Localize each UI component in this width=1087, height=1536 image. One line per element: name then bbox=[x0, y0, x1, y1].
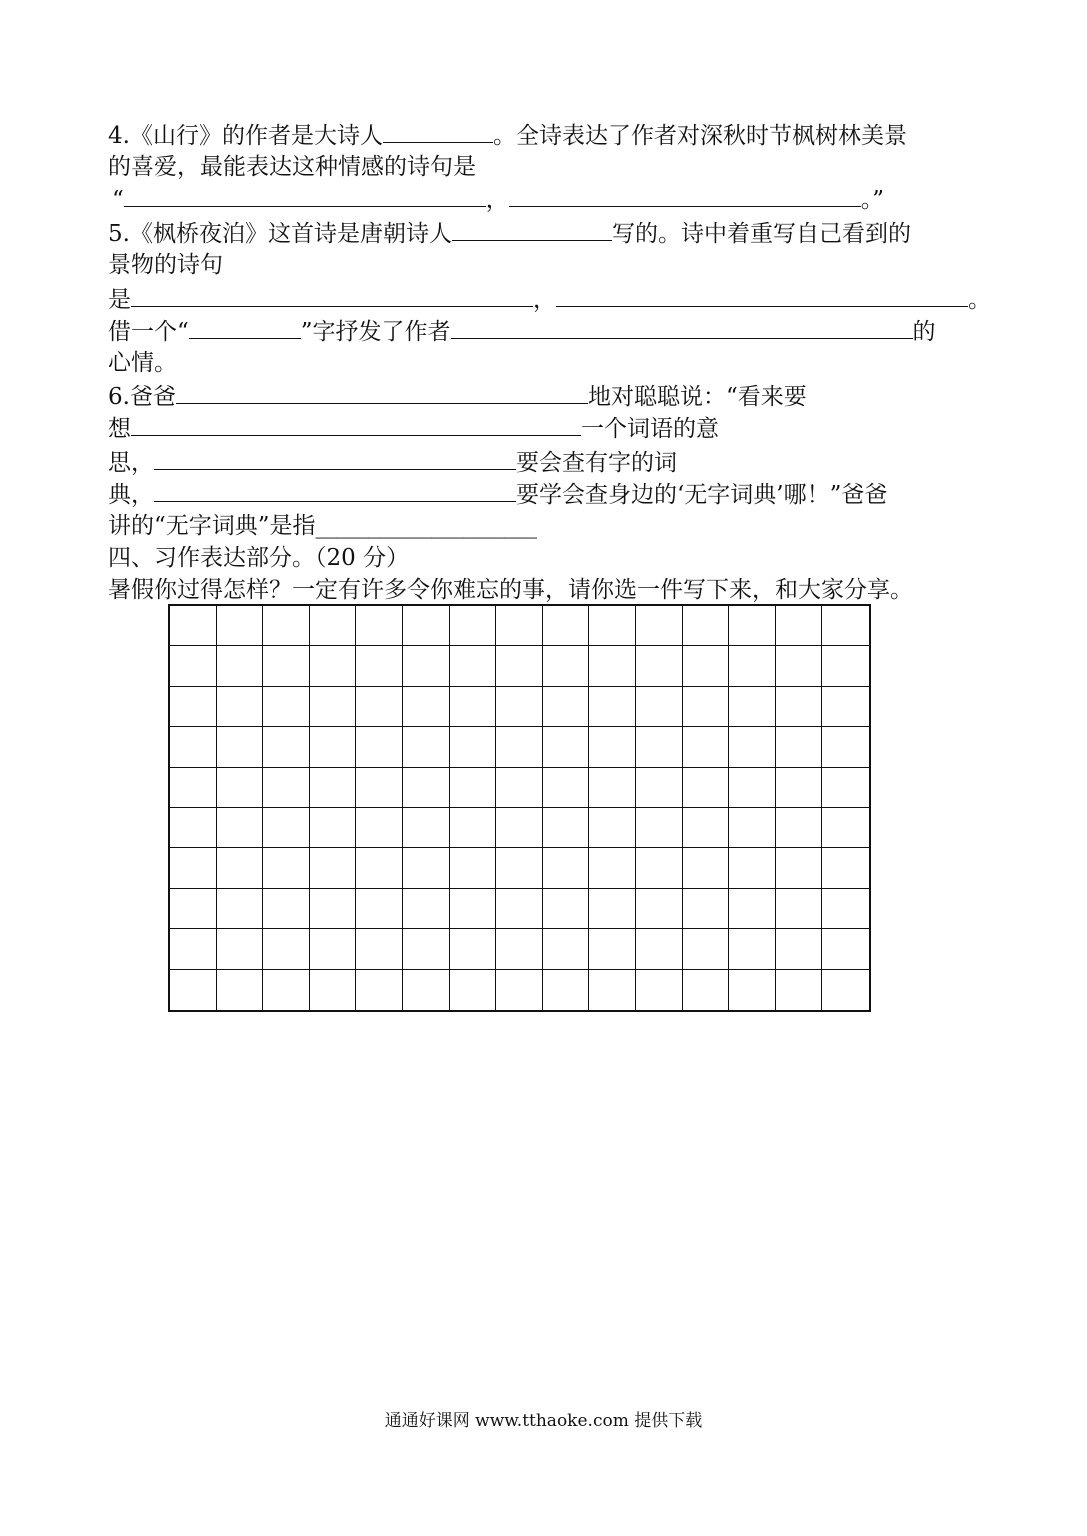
grid-cell[interactable] bbox=[403, 929, 450, 969]
q4-text: 4.《山行》的作者是大诗人 bbox=[108, 123, 383, 149]
grid-cell[interactable] bbox=[822, 889, 869, 929]
q5-mood-blank[interactable] bbox=[451, 316, 913, 339]
grid-cell[interactable] bbox=[636, 646, 683, 686]
grid-cell[interactable] bbox=[170, 768, 217, 808]
grid-cell[interactable] bbox=[263, 768, 310, 808]
grid-cell[interactable] bbox=[496, 646, 543, 686]
grid-cell[interactable] bbox=[356, 646, 403, 686]
grid-cell[interactable] bbox=[729, 646, 776, 686]
q5-char-blank[interactable] bbox=[189, 316, 301, 339]
essay-writing-grid[interactable] bbox=[168, 604, 871, 1012]
grid-cell[interactable] bbox=[543, 768, 590, 808]
comma: ， bbox=[533, 287, 556, 313]
grid-cell[interactable] bbox=[729, 929, 776, 969]
grid-cell[interactable] bbox=[589, 929, 636, 969]
grid-cell[interactable] bbox=[403, 606, 450, 646]
grid-cell[interactable] bbox=[170, 808, 217, 848]
period: 。 bbox=[968, 287, 991, 313]
grid-cell[interactable] bbox=[356, 687, 403, 727]
grid-cell[interactable] bbox=[496, 687, 543, 727]
grid-cell[interactable] bbox=[636, 889, 683, 929]
q6-blank-1[interactable] bbox=[176, 381, 588, 404]
grid-cell[interactable] bbox=[683, 929, 730, 969]
grid-cell[interactable] bbox=[683, 808, 730, 848]
q6-text: 要会查有字的词 bbox=[516, 450, 677, 476]
q6-text: 典， bbox=[108, 482, 154, 508]
grid-cell[interactable] bbox=[683, 970, 730, 1010]
grid-cell[interactable] bbox=[217, 889, 264, 929]
q6-text: 讲的“无字词典”是指 bbox=[108, 513, 316, 539]
q5-text: ”字抒发了作者 bbox=[300, 319, 451, 345]
grid-cell[interactable] bbox=[589, 970, 636, 1010]
q5-line-2 bbox=[108, 250, 223, 280]
grid-cell[interactable] bbox=[822, 848, 869, 888]
grid-cell[interactable] bbox=[543, 646, 590, 686]
grid-cell[interactable] bbox=[683, 646, 730, 686]
grid-cell[interactable] bbox=[450, 808, 497, 848]
grid-cell[interactable] bbox=[822, 606, 869, 646]
grid-cell[interactable] bbox=[543, 970, 590, 1010]
grid-cell[interactable] bbox=[589, 808, 636, 848]
grid-cell[interactable] bbox=[170, 606, 217, 646]
q4-verse-blank-1[interactable] bbox=[124, 184, 486, 207]
grid-cell[interactable] bbox=[450, 606, 497, 646]
grid-cell[interactable] bbox=[729, 848, 776, 888]
grid-cell[interactable] bbox=[729, 889, 776, 929]
grid-cell[interactable] bbox=[263, 848, 310, 888]
grid-cell[interactable] bbox=[496, 929, 543, 969]
grid-cell[interactable] bbox=[822, 687, 869, 727]
grid-cell[interactable] bbox=[683, 848, 730, 888]
grid-cell[interactable] bbox=[217, 848, 264, 888]
grid-cell[interactable] bbox=[589, 848, 636, 888]
grid-cell[interactable] bbox=[217, 687, 264, 727]
q4-author-blank[interactable] bbox=[383, 120, 493, 143]
q6-text: 一个词语的意 bbox=[581, 416, 719, 442]
grid-cell[interactable] bbox=[450, 848, 497, 888]
grid-cell[interactable] bbox=[543, 808, 590, 848]
q5-text: 心情。 bbox=[108, 350, 177, 376]
grid-cell[interactable] bbox=[543, 929, 590, 969]
q4-text: 的喜爱，最能表达这种情感的诗句是 bbox=[108, 154, 476, 180]
grid-cell[interactable] bbox=[356, 929, 403, 969]
grid-cell[interactable] bbox=[356, 808, 403, 848]
q5-text: 的 bbox=[912, 319, 936, 345]
grid-cell[interactable] bbox=[310, 889, 357, 929]
q6-blank-4[interactable] bbox=[154, 479, 516, 502]
q5-verse-blank-2[interactable] bbox=[556, 284, 968, 307]
grid-cell[interactable] bbox=[729, 606, 776, 646]
grid-cell[interactable] bbox=[589, 889, 636, 929]
grid-cell[interactable] bbox=[729, 808, 776, 848]
q5-line-3 bbox=[108, 284, 991, 315]
section-heading bbox=[108, 543, 409, 573]
q6-line-3 bbox=[108, 447, 677, 478]
grid-cell[interactable] bbox=[496, 606, 543, 646]
grid-cell[interactable] bbox=[729, 768, 776, 808]
quote-mark: 。” bbox=[860, 187, 885, 213]
grid-cell[interactable] bbox=[822, 768, 869, 808]
grid-cell[interactable] bbox=[496, 889, 543, 929]
grid-cell[interactable] bbox=[403, 848, 450, 888]
q6-answer-underscores[interactable]: _____________________ bbox=[315, 513, 537, 539]
quote-mark: “ bbox=[112, 187, 124, 213]
q6-text: 想 bbox=[108, 416, 131, 442]
grid-cell[interactable] bbox=[170, 848, 217, 888]
q5-verse-blank-1[interactable] bbox=[131, 284, 533, 307]
q4-verse-blank-2[interactable] bbox=[509, 184, 861, 207]
grid-cell[interactable] bbox=[589, 646, 636, 686]
grid-cell[interactable] bbox=[636, 929, 683, 969]
q6-line-1 bbox=[108, 381, 807, 412]
grid-cell[interactable] bbox=[170, 646, 217, 686]
grid-cell[interactable] bbox=[683, 727, 730, 767]
q6-line-5 bbox=[108, 511, 536, 541]
grid-cell[interactable] bbox=[496, 970, 543, 1010]
grid-cell[interactable] bbox=[589, 768, 636, 808]
grid-cell[interactable] bbox=[403, 646, 450, 686]
grid-cell[interactable] bbox=[310, 606, 357, 646]
grid-cell[interactable] bbox=[450, 646, 497, 686]
grid-cell[interactable] bbox=[356, 768, 403, 808]
grid-cell[interactable] bbox=[403, 768, 450, 808]
grid-cell[interactable] bbox=[263, 970, 310, 1010]
grid-cell[interactable] bbox=[543, 606, 590, 646]
grid-cell[interactable] bbox=[217, 727, 264, 767]
grid-cell[interactable] bbox=[310, 929, 357, 969]
grid-cell[interactable] bbox=[217, 606, 264, 646]
essay-prompt bbox=[108, 575, 913, 605]
grid-cell[interactable] bbox=[310, 808, 357, 848]
q5-text: 是 bbox=[108, 287, 131, 313]
grid-cell[interactable] bbox=[217, 808, 264, 848]
q5-poet-blank[interactable] bbox=[452, 218, 612, 241]
grid-cell[interactable] bbox=[310, 646, 357, 686]
grid-cell[interactable] bbox=[729, 970, 776, 1010]
grid-cell[interactable] bbox=[310, 970, 357, 1010]
grid-cell[interactable] bbox=[776, 687, 823, 727]
essay-prompt-text: 暑假你过得怎样？一定有许多令你难忘的事，请你选一件写下来，和大家分享。 bbox=[108, 577, 913, 603]
grid-cell[interactable] bbox=[496, 768, 543, 808]
grid-cell[interactable] bbox=[403, 808, 450, 848]
grid-cell[interactable] bbox=[776, 808, 823, 848]
grid-cell[interactable] bbox=[776, 606, 823, 646]
grid-cell[interactable] bbox=[450, 929, 497, 969]
q5-line-1 bbox=[108, 218, 911, 249]
grid-cell[interactable] bbox=[170, 889, 217, 929]
q6-text: 6.爸爸 bbox=[108, 384, 176, 410]
grid-cell[interactable] bbox=[170, 687, 217, 727]
grid-cell[interactable] bbox=[776, 768, 823, 808]
grid-cell[interactable] bbox=[217, 929, 264, 969]
grid-cell[interactable] bbox=[776, 727, 823, 767]
grid-cell[interactable] bbox=[822, 808, 869, 848]
q6-blank-2[interactable] bbox=[131, 413, 581, 436]
grid-cell[interactable] bbox=[356, 727, 403, 767]
q5-line-4 bbox=[108, 316, 936, 347]
grid-cell[interactable] bbox=[776, 848, 823, 888]
grid-cell[interactable] bbox=[403, 727, 450, 767]
grid-cell[interactable] bbox=[636, 970, 683, 1010]
grid-cell[interactable] bbox=[450, 768, 497, 808]
grid-cell[interactable] bbox=[636, 808, 683, 848]
q6-text: 地对聪聪说：“看来要 bbox=[587, 384, 807, 410]
grid-cell[interactable] bbox=[683, 606, 730, 646]
grid-cell[interactable] bbox=[543, 727, 590, 767]
grid-cell[interactable] bbox=[263, 727, 310, 767]
footer-text: 通通好课网 www.tthaoke.com 提供下载 bbox=[384, 1411, 703, 1431]
grid-cell[interactable] bbox=[683, 889, 730, 929]
grid-cell[interactable] bbox=[263, 808, 310, 848]
section-heading-text: 四、习作表达部分。（20 分） bbox=[108, 545, 410, 571]
grid-cell[interactable] bbox=[543, 687, 590, 727]
q4-text: 。全诗表达了作者对深秋时节枫树林美景 bbox=[492, 123, 907, 149]
q6-text: 要学会查身边的‘无字词典’哪！”爸爸 bbox=[516, 482, 888, 508]
grid-cell[interactable] bbox=[263, 646, 310, 686]
q6-text: 思， bbox=[108, 450, 154, 476]
q5-text: 借一个“ bbox=[108, 319, 189, 345]
grid-cell[interactable] bbox=[403, 970, 450, 1010]
grid-cell[interactable] bbox=[310, 848, 357, 888]
grid-cell[interactable] bbox=[217, 768, 264, 808]
grid-cell[interactable] bbox=[729, 687, 776, 727]
q5-line-5 bbox=[108, 348, 177, 378]
grid-cell[interactable] bbox=[776, 970, 823, 1010]
q6-line-4 bbox=[108, 479, 887, 510]
q5-text: 写的。诗中着重写自己看到的 bbox=[611, 221, 911, 247]
grid-cell[interactable] bbox=[636, 687, 683, 727]
grid-cell[interactable] bbox=[310, 727, 357, 767]
grid-cell[interactable] bbox=[450, 687, 497, 727]
q5-text: 景物的诗句 bbox=[108, 252, 223, 278]
grid-cell[interactable] bbox=[263, 889, 310, 929]
grid-cell[interactable] bbox=[263, 929, 310, 969]
q5-text: 5.《枫桥夜泊》这首诗是唐朝诗人 bbox=[108, 221, 452, 247]
grid-cell[interactable] bbox=[822, 929, 869, 969]
grid-cell[interactable] bbox=[217, 970, 264, 1010]
grid-cell[interactable] bbox=[822, 970, 869, 1010]
comma: ， bbox=[485, 187, 509, 213]
grid-cell[interactable] bbox=[636, 606, 683, 646]
grid-cell[interactable] bbox=[263, 606, 310, 646]
grid-cell[interactable] bbox=[543, 848, 590, 888]
grid-cell[interactable] bbox=[822, 727, 869, 767]
grid-cell[interactable] bbox=[776, 929, 823, 969]
grid-cell[interactable] bbox=[776, 646, 823, 686]
q4-line-1 bbox=[108, 120, 907, 151]
grid-cell[interactable] bbox=[636, 848, 683, 888]
grid-cell[interactable] bbox=[496, 727, 543, 767]
grid-cell[interactable] bbox=[450, 889, 497, 929]
grid-cell[interactable] bbox=[683, 768, 730, 808]
grid-cell[interactable] bbox=[776, 889, 823, 929]
grid-cell[interactable] bbox=[589, 727, 636, 767]
q4-line-3 bbox=[112, 184, 884, 215]
grid-cell[interactable] bbox=[356, 970, 403, 1010]
grid-cell[interactable] bbox=[170, 727, 217, 767]
q6-blank-3[interactable] bbox=[154, 447, 516, 470]
q4-line-2 bbox=[108, 152, 476, 182]
grid-cell[interactable] bbox=[170, 929, 217, 969]
grid-cell[interactable] bbox=[263, 687, 310, 727]
grid-cell[interactable] bbox=[310, 768, 357, 808]
grid-cell[interactable] bbox=[589, 606, 636, 646]
grid-cell[interactable] bbox=[589, 687, 636, 727]
footer bbox=[0, 1410, 1087, 1432]
grid-cell[interactable] bbox=[683, 687, 730, 727]
grid-cell[interactable] bbox=[356, 606, 403, 646]
grid-cell[interactable] bbox=[450, 970, 497, 1010]
grid-cell[interactable] bbox=[822, 646, 869, 686]
grid-cell[interactable] bbox=[356, 889, 403, 929]
grid-cell[interactable] bbox=[403, 687, 450, 727]
grid-cell[interactable] bbox=[496, 808, 543, 848]
grid-cell[interactable] bbox=[729, 727, 776, 767]
grid-cell[interactable] bbox=[450, 727, 497, 767]
grid-cell[interactable] bbox=[496, 848, 543, 888]
grid-cell[interactable] bbox=[356, 848, 403, 888]
grid-cell[interactable] bbox=[543, 889, 590, 929]
grid-cell[interactable] bbox=[310, 687, 357, 727]
q6-line-2 bbox=[108, 413, 719, 444]
grid-cell[interactable] bbox=[636, 768, 683, 808]
grid-cell[interactable] bbox=[217, 646, 264, 686]
grid-cell[interactable] bbox=[636, 727, 683, 767]
grid-cell[interactable] bbox=[403, 889, 450, 929]
grid-cell[interactable] bbox=[170, 970, 217, 1010]
